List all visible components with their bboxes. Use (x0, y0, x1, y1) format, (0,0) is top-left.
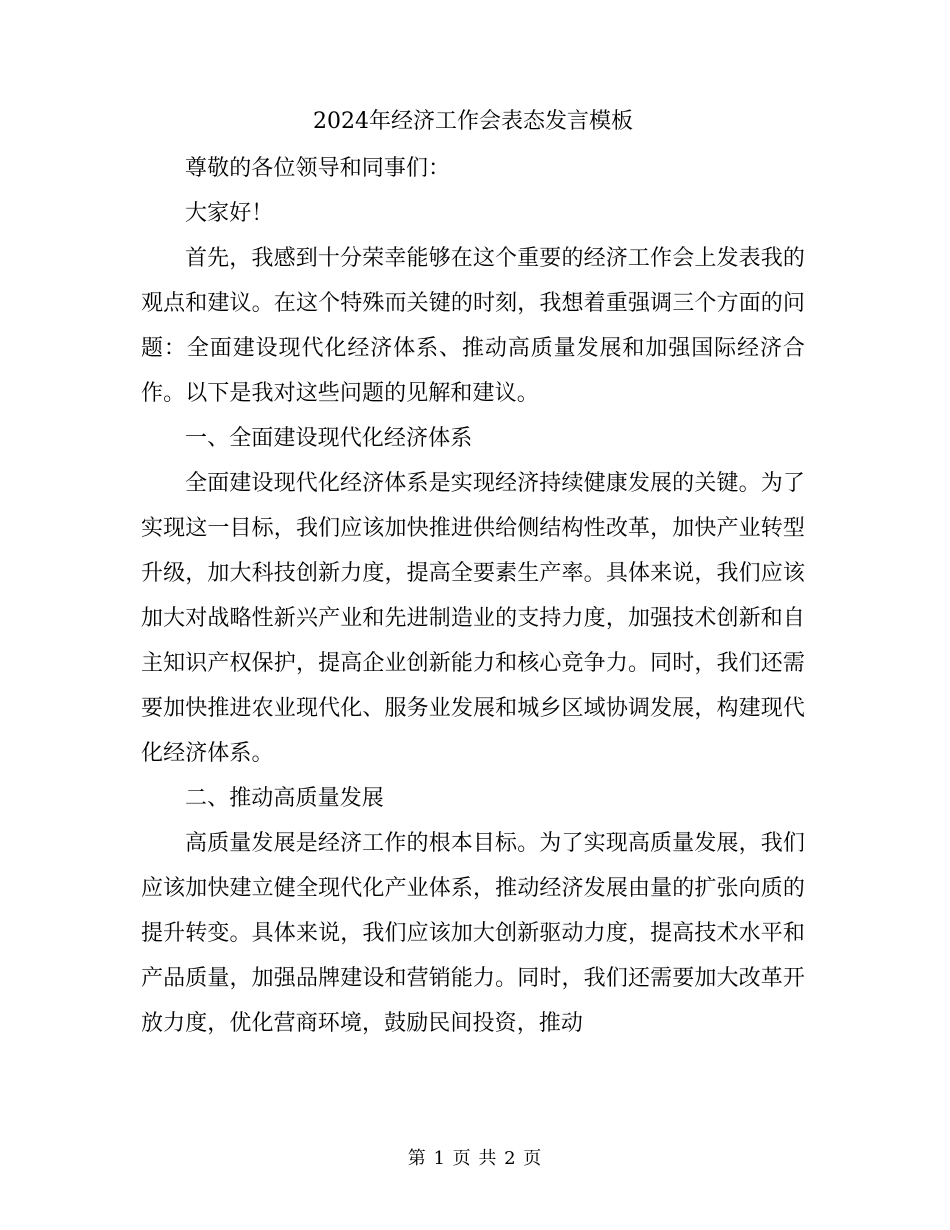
section-2-paragraph: 高质量发展是经济工作的根本目标。为了实现高质量发展，我们应该加快建立健全现代化产业体系，推动经济发展由量的扩张向质的提升转变。具体来说，我们应该加大创新驱动力度，提高技术水平和产品质量，加强品牌建设和营销能力。同时，我们还需要加大改革开放力度，优化营商环境，鼓励民间投资，推动 (141, 831, 805, 1036)
salutation: 尊敬的各位领导和同事们： (185, 156, 451, 181)
document-title: 2024年经济工作会表态发言模板 (313, 109, 633, 134)
section-1-paragraph: 全面建设现代化经济体系是实现经济持续健康发展的关键。为了实现这一目标，我们应该加快推进供给侧结构性改革，加快产业转型升级，加大科技创新力度，提高全要素生产率。具体来说，我们应该加大对战略性新兴产业和先进制造业的支持力度，加强技术创新和自主知识产权保护，提高企业创新能力和核心竞争力。同时，我们还需要加快推进农业现代化、服务业发展和城乡区域协调发展，构建现代化经济体系。 (141, 471, 805, 766)
section-heading-2: 二、推动高质量发展 (185, 786, 384, 811)
greeting: 大家好！ (185, 201, 274, 226)
document-body (141, 101, 805, 1046)
intro-paragraph: 首先，我感到十分荣幸能够在这个重要的经济工作会上发表我的观点和建议。在这个特殊而关键的时刻，我想着重强调三个方面的问题：全面建设现代化经济体系、推动高质量发展和加强国际经济合作。以下是我对这些问题的见解和建议。 (141, 246, 805, 406)
page-footer: 第 1 页 共 2 页 (407, 1148, 543, 1169)
section-heading-1: 一、全面建设现代化经济体系 (185, 426, 473, 451)
